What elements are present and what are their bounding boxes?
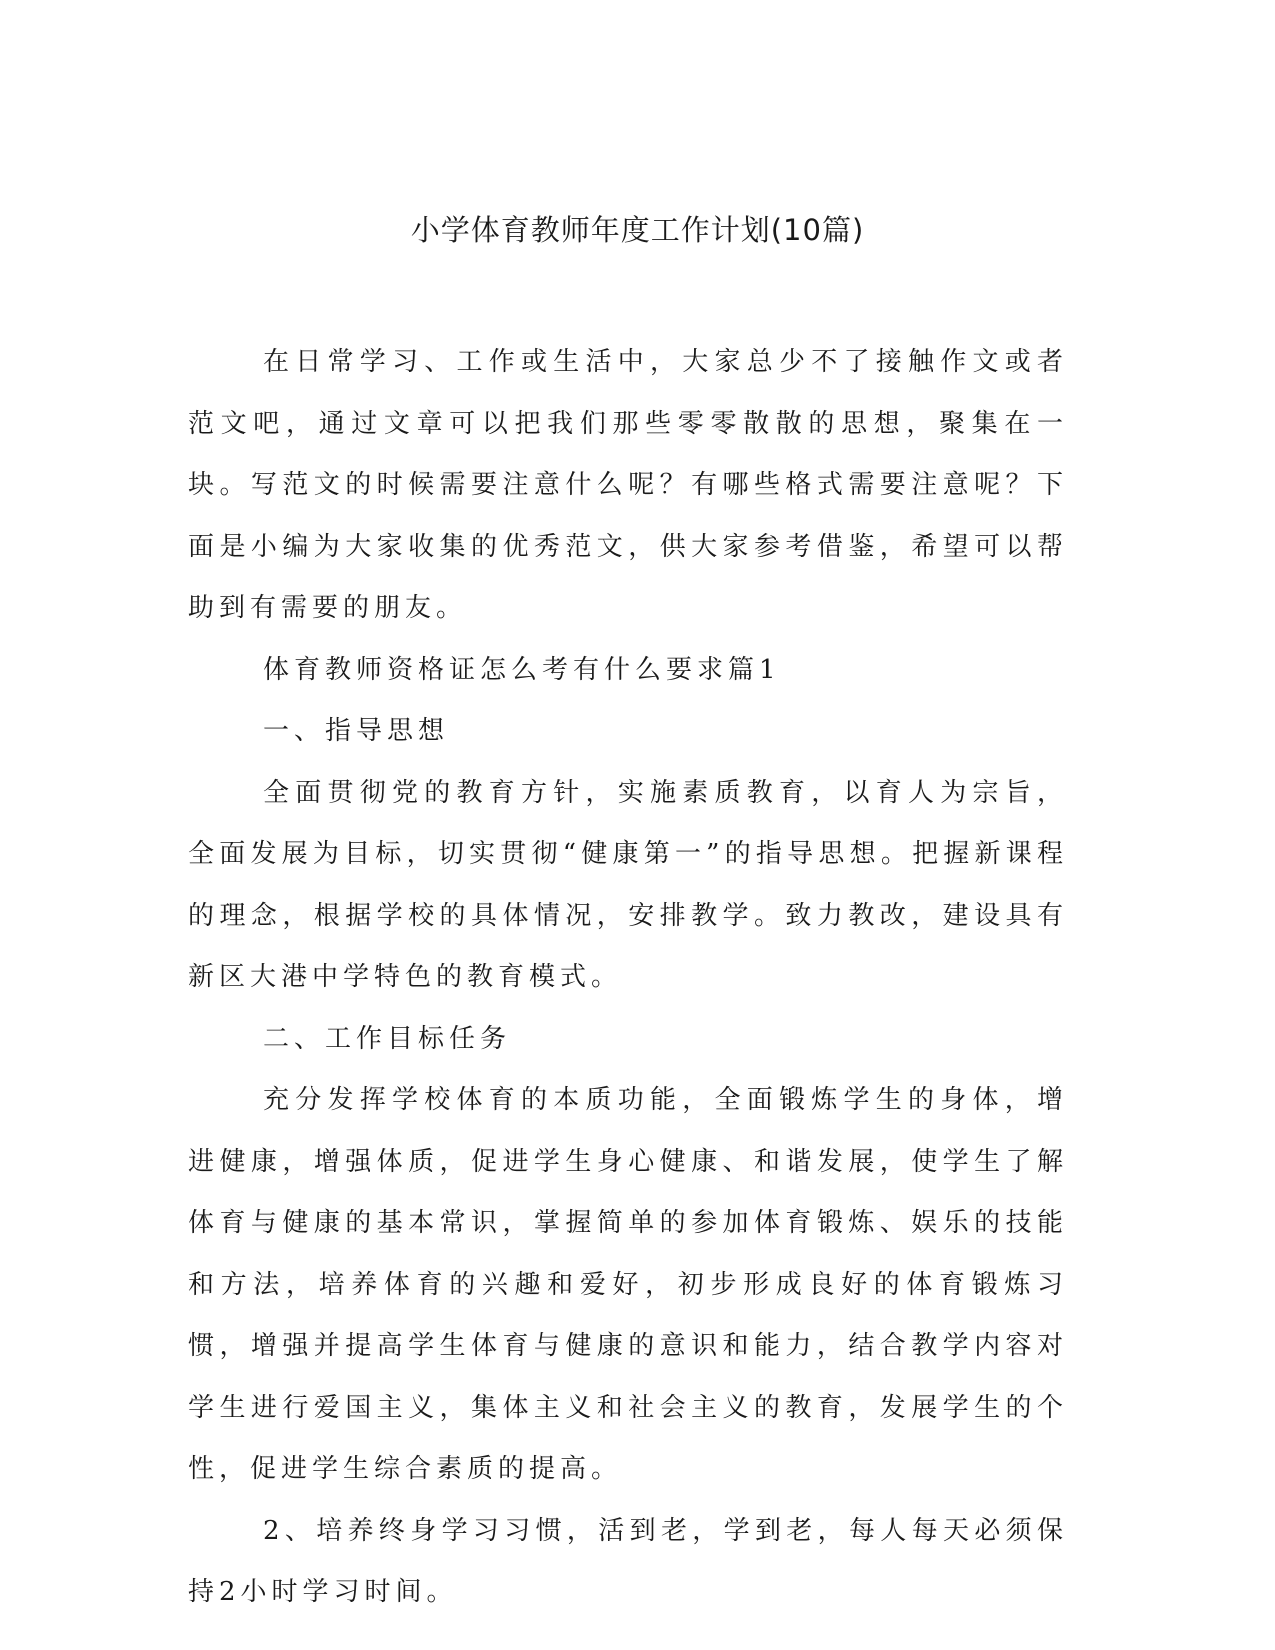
document-body: [188, 332, 1068, 1624]
guiding-ideology-paragraph: 全面贯彻党的教育方针，实施素质教育，以育人为宗旨，全面发展为目标，切实贯彻“健康第一”的指导思想。把握新课程的理念，根据学校的具体情况，安排教学。致力教改，建设具有新区大港中学特色的教育模式。: [188, 777, 1068, 992]
intro-paragraph: 在日常学习、工作或生活中，大家总少不了接触作文或者范文吧，通过文章可以把我们那些零零散散的思想，聚集在一块。写范文的时候需要注意什么呢？有哪些格式需要注意呢？下面是小编为大家收集的优秀范文，供大家参考借鉴，希望可以帮助到有需要的朋友。: [188, 347, 1068, 623]
section-heading-guiding-ideology: 一、指导思想: [263, 716, 450, 746]
section-heading-work-goals: 二、工作目标任务: [263, 1023, 512, 1054]
work-goals-paragraph: 充分发挥学校体育的本质功能，全面锻炼学生的身体，增进健康，增强体质，促进学生身心健康、和谐发展，使学生了解体育与健康的基本常识，掌握简单的参加体育锻炼、娱乐的技能和方法，培养体育的兴趣和爱好，初步形成良好的体育锻炼习惯，增强并提高学生体育与健康的意识和能力，结合教学内容对学生进行爱国主义，集体主义和社会主义的教育，发展学生的个性，促进学生综合素质的提高。: [188, 1085, 1068, 1484]
lifelong-learning-paragraph: 2、培养终身学习习惯，活到老，学到老，每人每天必须保持2小时学习时间。: [188, 1515, 1068, 1607]
document-title: 小学体育教师年度工作计划(10篇): [410, 213, 865, 247]
section-heading-article-1: 体育教师资格证怎么考有什么要求篇1: [263, 654, 781, 685]
